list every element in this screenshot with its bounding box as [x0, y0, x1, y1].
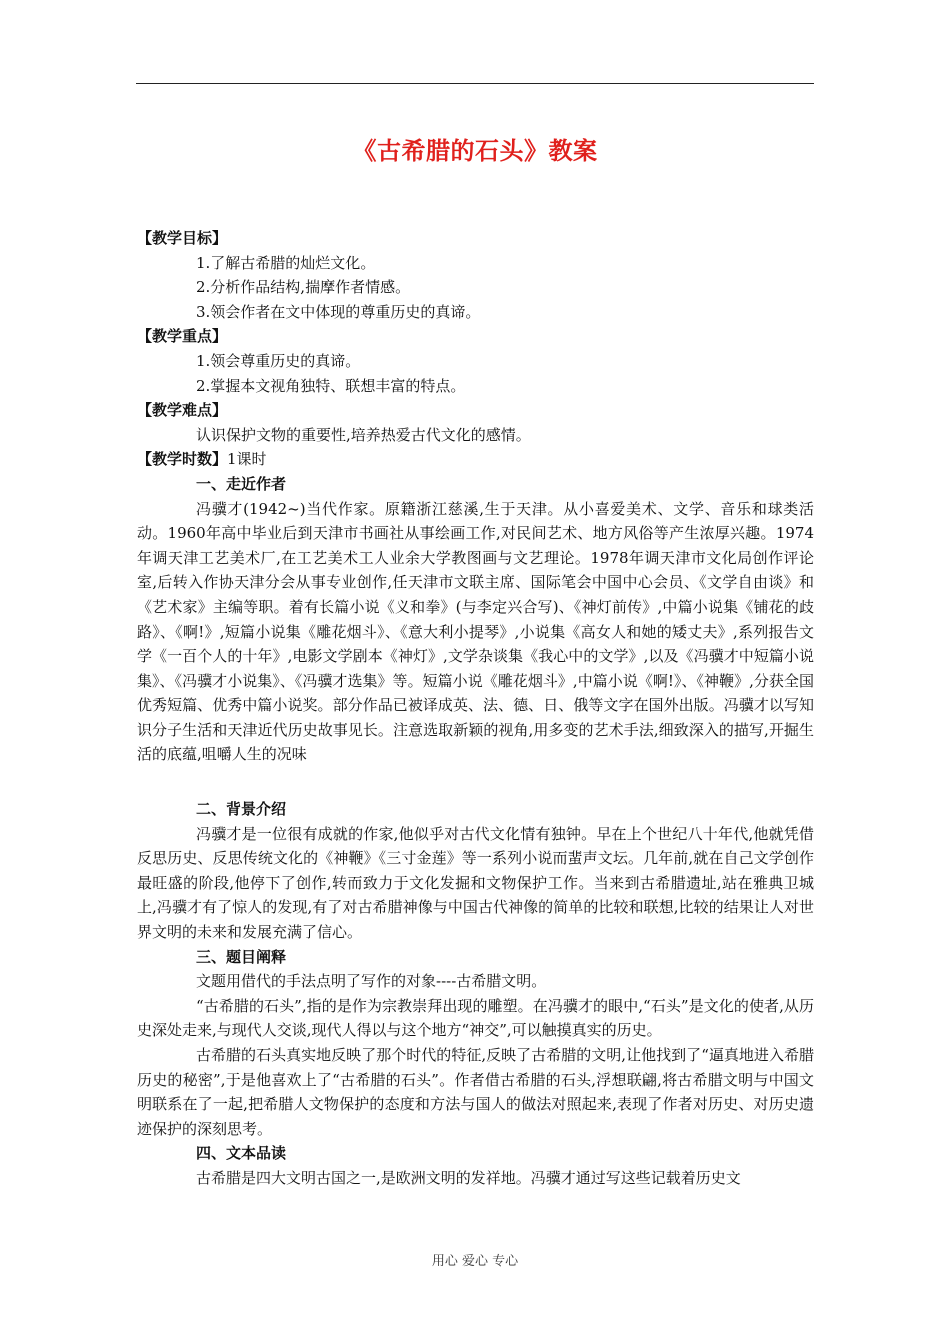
key-item: 2.掌握本文视角独特、联想丰富的特点。 [196, 376, 466, 395]
header-rule [136, 83, 814, 84]
difficult-heading: 【教学难点】 [137, 401, 228, 420]
difficult-text: 认识保护文物的重要性,培养热爱古代文化的感情。 [196, 425, 531, 444]
title-explain-paragraph-1: 文题用借代的手法点明了写作的对象----古希腊文明。 [196, 972, 547, 991]
section-heading-author: 一、走近作者 [196, 474, 287, 493]
hours-heading: 【教学时数】 [137, 450, 228, 469]
page-footer: 用心 爱心 专心 [431, 1254, 519, 1269]
section-heading-title-explain: 三、题目阐释 [196, 947, 287, 966]
document-body [137, 226, 814, 1191]
spacer [137, 767, 814, 797]
key-heading: 【教学重点】 [137, 327, 228, 346]
section-heading-reading: 四、文本品读 [196, 1144, 287, 1163]
title-explain-paragraph-2: “古希腊的石头”,指的是作为宗教崇拜出现的雕塑。在冯骥才的眼中,“石头”是文化的使者,从历史深处走来,与现代人交谈,现代人得以与这个地方“神交”,可以触摸真实的历史。 [137, 996, 814, 1040]
author-paragraph: 冯骥才(1942~)当代作家。原籍浙江慈溪,生于天津。从小喜爱美术、文学、音乐和球类活动。1960年高中毕业后到天津市书画社从事绘画工作,对民间艺术、地方风俗等产生浓厚兴趣。1974年调天津工艺美术厂,在工艺美术工人业余大学教图画与文艺理论。1978年调天津市文化局创作评论室,后转入作协天津分会从事专业创作,任天津市文联主席、国际笔会中国中心会员、《文学自由谈》和《艺术家》主编等职。着有长篇小说《义和拳》(与李定兴合写)、《神灯前传》,中篇小说集《铺花的歧路》、《啊!》,短篇小说集《雕花烟斗》、《意大利小提琴》,小说集《高女人和她的矮丈夫》,系列报告文学《一百个人的十年》,电影文学剧本《神灯》,文学杂谈集《我心中的文学》,以及《冯骥才中短篇小说集》、《冯骥才小说集》、《冯骥才选集》等。短篇小说《雕花烟斗》,中篇小说《啊!》、《神鞭》,分获全国优秀短篇、优秀中篇小说奖。部分作品已被译成英、法、德、日、俄等文字在国外出版。冯骥才以写知识分子生活和天津近代历史故事见长。注意选取新颖的视角,用多变的艺术手法,细致深入的描写,开掘生活的底蕴,咀嚼人生的况味 [137, 499, 814, 764]
goal-item: 1.了解古希腊的灿烂文化。 [196, 253, 376, 272]
goals-heading: 【教学目标】 [137, 229, 228, 247]
title-explain-paragraph-3: 古希腊的石头真实地反映了那个时代的特征,反映了古希腊的文明,让他找到了“逼真地进入希腊历史的秘密”,于是他喜欢上了“古希腊的石头”。作者借古希腊的石头,浮想联翩,将古希腊文明与中国文明联系在了一起,把希腊人文物保护的态度和方法与国人的做法对照起来,表现了作者对历史、对历史遗迹保护的深刻思考。 [137, 1046, 814, 1138]
hours-value: 1课时 [227, 450, 267, 469]
key-item: 1.领会尊重历史的真谛。 [196, 351, 361, 370]
background-paragraph: 冯骥才是一位很有成就的作家,他似乎对古代文化情有独钟。早在上个世纪八十年代,他就凭借反思历史、反思传统文化的《神鞭》《三寸金莲》等一系列小说而蜚声文坛。几年前,就在自己文学创作最旺盛的阶段,他停下了创作,转而致力于文化发掘和文物保护工作。当来到古希腊遗址,站在雅典卫城上,冯骥才有了惊人的发现,有了对古希腊神像与中国古代神像的简单的比较和联想,比较的结果让人对世界文明的未来和发展充满了信心。 [137, 824, 814, 942]
goal-item: 3.领会作者在文中体现的尊重历史的真谛。 [196, 302, 481, 321]
hours-line [137, 447, 814, 472]
document-title: 《古希腊的石头》教案 [352, 137, 598, 165]
section-heading-background: 二、背景介绍 [196, 800, 287, 819]
goal-item: 2.分析作品结构,揣摩作者情感。 [196, 278, 411, 297]
reading-paragraph: 古希腊是四大文明古国之一,是欧洲文明的发祥地。冯骥才通过写这些记载着历史文 [196, 1168, 741, 1187]
